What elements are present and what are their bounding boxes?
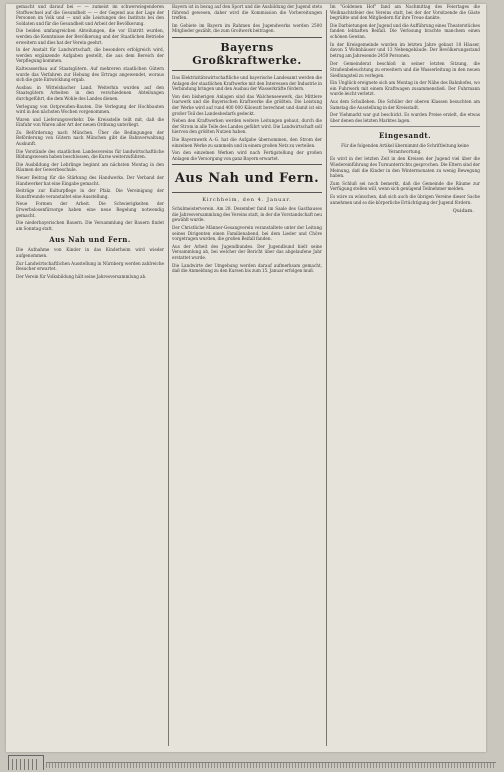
paragraph: Bayern ist in bezug auf den Sport und die Ausbildung der Jugend stets führend gewesen, daher wird die Kommission die Vorbereitungen treffen.	[172, 4, 322, 21]
paragraph: Schulmeisterverein. Am 28. Dezember fand im Saale des Gasthauses die Jahresversammlung des Vereins statt, in der die Vorstandschaft neu gewählt wurde.	[172, 206, 322, 223]
paragraph: Das Elektrizitätswirtschaftliche und bayerische Landesamt werden die Anlagen der staatlichen Kraftwerke mit den Interessen der Industrie in Verbindung bringen und den Ausbau der Wasserkräfte fördern.	[172, 74, 322, 92]
paragraph: Zum Schluß sei noch bemerkt, daß die Gemeinde die Räume zur Verfügung stellen will, wenn sich genügend Teilnehmer melden.	[330, 180, 480, 192]
article-block	[330, 156, 480, 205]
column-middle	[172, 4, 322, 752]
paragraph: Die Vorstände des staatlichen Landesvereins für landwirtschaftliche Bildungswesen haben beschlossen, die Kurse weiterzuführen.	[16, 148, 164, 160]
paragraph: Die Bayernwerk A.-G. hat die Aufgabe übernommen, den Strom der einzelnen Werke zu sammeln und in einem großen Netz zu verteilen.	[172, 136, 322, 148]
paragraph: Kaltwasserbau auf Staatsgütern. Auf mehreren staatlichen Gütern wurde das Verfahren zur Hebung des Ertrags angewendet, woraus sich die gute Entwicklung ergab.	[16, 65, 164, 83]
paragraph: Ein Unglück ereignete sich am Montag in der Nähe des Bahnhofes, wo ein Fuhrwerk mit einem Kraftwagen zusammenstieß. Der Fuhrmann wurde leicht verletzt.	[330, 80, 480, 97]
paragraph: Aus der Arbeit des Jugendbundes. Der Jugendbund hielt seine Versammlung ab, bei welcher der Bericht über das abgelaufene Jahr erstattet wurde.	[172, 243, 322, 261]
paragraph: Die beiden umfangreichen Abteilungen, die vor Eintritt wurden, werden die Kenntnisse der Bevölkerung und der Staatlichen Betriebe erweitern und dies hat der Verein geehrt.	[16, 28, 164, 45]
editorial-note: Für die folgenden Artikel übernimmt die Schriftleitung keine Verantwortung.	[341, 143, 469, 154]
paragraph: Die Darbietungen der Jugend und die Aufführung eines Theaterstückes fanden lebhaften Beifall. Die Verlosung brachte manchem einen schönen Gewinn.	[330, 22, 480, 39]
paragraph: Von den bisherigen Anlagen sind das Walchenseewerk, das Mittlere Isarwerk und die Bayerischen Kraftwerke die größten. Die Leistung der Werke wird auf rund 400 000 Kilowatt berechnet und damit ist ein großer Teil des Landesbedarfs gedeckt.	[172, 93, 322, 116]
article-block	[172, 75, 322, 161]
paragraph: Die niederbayerischen Bauern. Die Versammlung der Bauern findet am Sonntag statt.	[16, 220, 164, 231]
paragraph: Neue Formen der Arbeit. Die Schwierigkeiten der Erwerbslosenfürsorge haben eine neue Regelung notwendig gemacht.	[16, 201, 164, 218]
newspaper-page	[6, 4, 486, 752]
paragraph: Im "Goldenen Hof" fand am Nachmittag des Feiertages die Weihnachtsfeier des Vereins statt, bei der der Vorsitzende die Gäste begrüßte und den Mitgliedern für ihre Treue dankte.	[330, 4, 480, 21]
paragraph: Es wird in der letzten Zeit in den Kreisen der Jugend viel über die Wiedereinführung des Turnunterrichts gesprochen. Die Eltern sind der Meinung, daß die Kinder in den Wintermonaten zu wenig Bewegung haben.	[330, 156, 480, 179]
paragraph: Aus dem Schulleben. Die Schüler der oberen Klassen besuchten am Samstag die Ausstellung in der Kreisstadt.	[330, 98, 480, 110]
dateline: Kirchheim, den 4. Januar.	[202, 197, 292, 204]
divider	[330, 126, 480, 127]
column-left	[16, 4, 164, 752]
paragraph: Der Gemeinderat beschloß in seiner letzten Sitzung, die Straßenbeleuchtung zu erweitern und die Wasserleitung in den neuen Siedlungsteil zu verlegen.	[330, 61, 480, 78]
paragraph: In der Kreisgemeinde wurden im letzten Jahre gebaut 18 Häuser, davon 5 Wohnhäuser und 13 Nebengebäude. Der Bevölkerungsstand betrug am Jahresende 2450 Personen.	[330, 41, 480, 58]
section-heading: Eingesandt.	[378, 131, 432, 141]
paragraph: Neben den Kraftwerken werden weitere Leitungen gebaut, durch die der Strom in alle Teile des Landes geführt wird. Die Landwirtschaft soll hiervon den größten Nutzen haben.	[172, 118, 322, 135]
paragraph: Von den einzelnen Werken wird nach Fertigstellung der großen Anlagen die Versorgung von ganz Bayern erwartet.	[172, 150, 322, 161]
article-block	[172, 206, 322, 274]
footer-strip	[46, 762, 496, 768]
paragraph: Waren und Lieferungsverkehr. Die Kreisstelle teilt mit, daß die Einfuhr von Waren aller Art der neuen Ordnung unterliegt.	[16, 116, 164, 128]
paragraph: Der Christliche Männer-Gesangverein veranstaltete unter der Leitung seines Dirigenten einen Familienabend, bei dem Lieder und Chöre vorgetragen wurden, die großen Beifall fanden.	[172, 225, 322, 242]
paragraph: Der Viehmarkt war gut beschickt. Es wurden Preise erzielt, die etwas über denen des letzten Marktes lagen.	[330, 112, 480, 123]
article-block	[330, 4, 480, 58]
column-right	[330, 4, 480, 752]
article-block	[16, 4, 164, 231]
section-heading: Aus Nah und Fern.	[172, 164, 322, 193]
column-rule	[326, 10, 327, 746]
paragraph: Zur Landwirtschaftlichen Ausstellung in Nürnberg werden zahlreiche Besucher erwartet.	[16, 260, 164, 272]
paragraph: Die Landwirte der Umgebung werden darauf aufmerksam gemacht, daß die Anmeldung zu den Kursen bis zum 15. Januar erfolgen muß.	[172, 262, 322, 274]
paragraph: Es wäre zu wünschen, daß sich auch die übrigen Vereine dieser Sache annehmen und so die körperliche Ertüchtigung der Jugend fördern.	[330, 194, 480, 205]
article-block	[330, 61, 480, 123]
paragraph: Im Gebiete im Bayern im Rahmen des Jugendwerks werden 2500 Mitglieder gezählt, die zum Großwerk beitragen.	[172, 22, 322, 34]
archive-building-icon	[8, 755, 44, 770]
paragraph: Die Aufnahme von Kinder in das Kinderheim wird wieder aufgenommen.	[16, 247, 164, 258]
paragraph: Beiträge zur Kulturpflege in der Pfalz. Die Vereinigung der Kunstfreunde veranstaltet eine Ausstellung.	[16, 188, 164, 199]
paragraph: Der Verein für Volksbildung hält seine Jahresversammlung ab.	[16, 273, 147, 279]
author-signature: Quidam.	[452, 208, 474, 215]
article-heading: Bayerns Großkraftwerke.	[172, 37, 322, 71]
article-block	[16, 247, 164, 279]
section-heading: Aus Nah und Fern.	[49, 235, 131, 245]
paragraph: Zu Beförderung nach München. Über die Bedingungen der Beförderung von Gütern nach München gibt die Bahnverwaltung Auskunft.	[16, 129, 164, 147]
paragraph: Verlegung von Ostpreußen-Bauten. Die Verlegung der Hochbauten wird in den nächsten Wochen vorgenommen.	[16, 103, 164, 115]
paragraph: gemacht und darauf bei — — zumeist im schwerwiegenderen Stoffwechsel auf die Gesundheit — — der Gegend aus der Lage der Personen im Volk und — und alle Leistungen des Instituts bei den Soldaten und für die Gesundheit und Arbeit der Bevölkerung.	[16, 4, 164, 26]
paragraph: Neuer Beitrag für die Stärkung des Handwerks. Der Verband der Handwerker hat eine Eingabe gemacht.	[16, 175, 164, 186]
paragraph: In der Anstalt für Landwirtschaft, die besonders erfolgreich wird, werden ergänzende Aufgaben gestellt, die aus dem Bereich der Verpflegung kommen.	[16, 47, 164, 64]
article-block	[172, 4, 322, 34]
paragraph: Die Ausbildung der Lehrlinge beginnt am nächsten Montag in den Räumen der Gewerbeschule.	[16, 161, 164, 173]
column-rule	[168, 10, 169, 746]
paragraph: Ausbau in Wittelsbacher Land. Weiterhin wurden auf den Staatsgütern Arbeiten in den verschiedenen Abteilungen durchgeführt, die dem Wohle des Landes dienen.	[16, 84, 164, 101]
